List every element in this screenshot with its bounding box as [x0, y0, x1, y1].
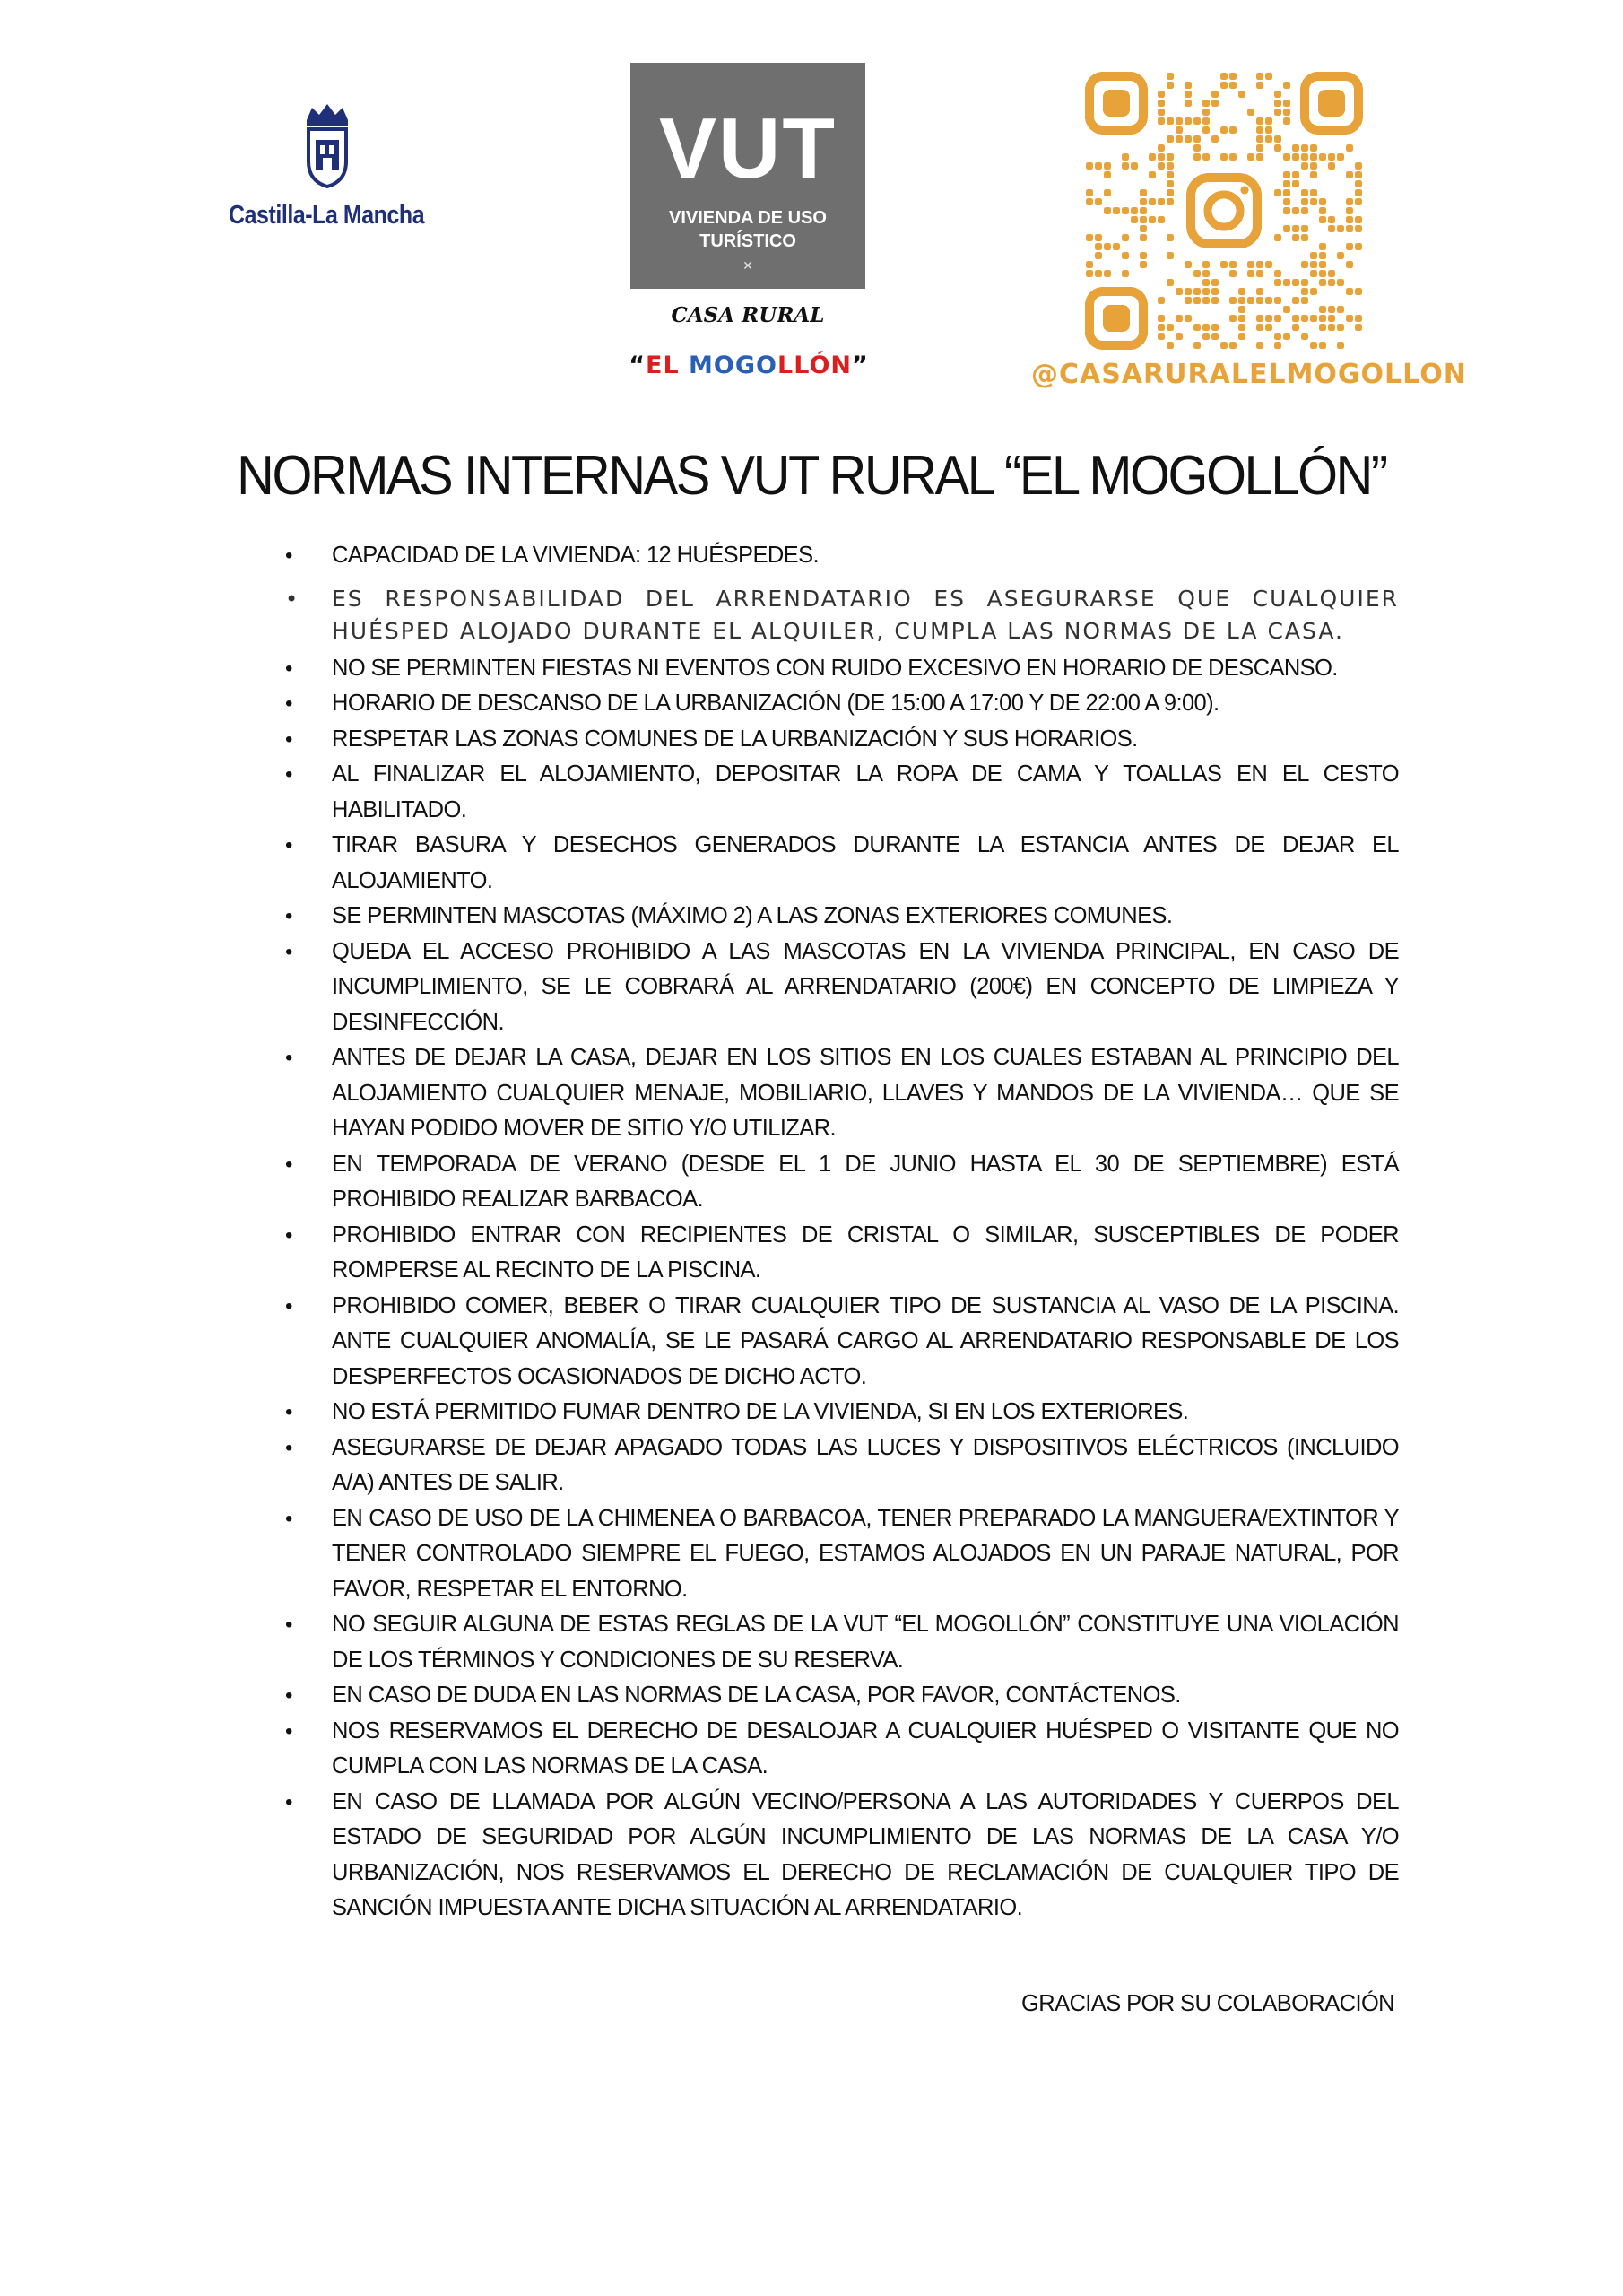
- vut-logo-line2: TURÍSTICO: [699, 231, 796, 251]
- rule-text: NO SE PERMINTEN FIESTAS NI EVENTOS CON RUIDO EXCESIVO EN HORARIO DE DESCANSO.: [332, 655, 1338, 681]
- rule-text: PROHIBIDO COMER, BEBER O TIRAR CUALQUIER TIPO DE SUSTANCIA AL VASO DE LA PISCINA. ANTE CUALQUIER ANOMALÍA, SE LE PASARÁ CARGO AL ARRENDATARIO RESPONSABLE DE LOS DESPERFECTOS OCASIONADOS DE DICHO ACTO.: [332, 1292, 1399, 1389]
- bullet-icon: •: [285, 1222, 292, 1248]
- casa-rural-label: CASA RURAL: [671, 303, 825, 327]
- rule-item: [269, 1785, 1399, 1926]
- instagram-handle: @CASARURALELMOGOLLON: [1031, 359, 1467, 390]
- rule-item: [269, 1678, 1399, 1714]
- page-title: NORMAS INTERNAS VUT RURAL “EL MOGOLLÓN”: [237, 445, 1386, 507]
- rule-text: RESPETAR LAS ZONAS COMUNES DE LA URBANIZACIÓN Y SUS HORARIOS.: [332, 726, 1138, 752]
- rule-text: ES RESPONSABILIDAD DEL ARRENDATARIO ES ASEGURARSE QUE CUALQUIER HUÉSPED ALOJADO DURANTE EL ALQUILER, CUMPLA LAS NORMAS DE LA CASA.: [332, 585, 1399, 644]
- rule-text: EN CASO DE DUDA EN LAS NORMAS DE LA CASA, POR FAVOR, CONTÁCTENOS.: [332, 1683, 1181, 1708]
- bullet-icon: •: [285, 1046, 292, 1070]
- rule-text: NOS RESERVAMOS EL DERECHO DE DESALOJAR A CUALQUIER HUÉSPED O VISITANTE QUE NO CUMPLA CON LAS NORMAS DE LA CASA.: [332, 1718, 1399, 1779]
- rule-text: NO ESTÁ PERMITIDO FUMAR DENTRO DE LA VIVIENDA, SI EN LOS EXTERIORES.: [332, 1399, 1189, 1424]
- bullet-icon: •: [285, 1789, 292, 1814]
- rule-item: [269, 1147, 1399, 1218]
- rule-item: [269, 1218, 1399, 1289]
- bullet-icon: •: [285, 1435, 292, 1460]
- bullet-icon: •: [285, 1613, 292, 1637]
- closing-text: GRACIAS POR SU COLABORACIÓN: [1021, 1991, 1394, 2016]
- rule-item: [269, 651, 1399, 687]
- rule-item: [269, 1395, 1399, 1431]
- rule-text: QUEDA EL ACCESO PROHIBIDO A LAS MASCOTAS EN LA VIVIENDA PRINCIPAL, EN CASO DE INCUMPLIMIENTO, SE LE COBRARÁ AL ARRENDATARIO (200€) EN CONCEPTO DE LIMPIEZA Y DESINFECCIÓN.: [332, 938, 1399, 1035]
- instagram-qr-icon: [1085, 72, 1363, 350]
- bullet-icon: •: [285, 833, 292, 857]
- rule-item: [269, 1040, 1399, 1147]
- rule-item: [269, 686, 1399, 722]
- bullet-icon: •: [285, 1293, 292, 1318]
- rules-list: [269, 538, 1399, 1926]
- rule-item: [269, 538, 1399, 574]
- house-name-logo: [592, 352, 906, 379]
- rule-item: [269, 1501, 1399, 1608]
- rule-text: AL FINALIZAR EL ALOJAMIENTO, DEPOSITAR LA ROPA DE CAMA Y TOALLAS EN EL CESTO HABILITADO.: [332, 761, 1399, 822]
- bullet-icon: •: [285, 691, 292, 716]
- house-name-part1: EL: [646, 352, 680, 379]
- rule-item: [269, 1289, 1399, 1396]
- vut-logo: [630, 63, 865, 289]
- house-name-part2: MOGO: [679, 352, 777, 379]
- house-name-close-quote: ”: [852, 352, 869, 379]
- vut-logo-subtitle: [630, 206, 865, 253]
- rule-item: [269, 1607, 1399, 1678]
- vut-logo-big: VUT: [659, 100, 837, 196]
- bullet-icon: •: [285, 762, 292, 787]
- bullet-icon: •: [285, 1152, 292, 1177]
- rule-text: EN CASO DE USO DE LA CHIMENEA O BARBACOA, TENER PREPARADO LA MANGUERA/EXTINTOR Y TENER CONTROLADO SIEMPRE EL FUEGO, ESTAMOS ALOJADOS EN UN PARAJE NATURAL, POR FAVOR, RESPETAR EL ENTORNO.: [332, 1505, 1399, 1602]
- rule-text: EN CASO DE LLAMADA POR ALGÚN VECINO/PERSONA A LAS AUTORIDADES Y CUERPOS DEL ESTADO DE SEGURIDAD POR ALGÚN INCUMPLIMIENTO DE LAS NORMAS DE LA CASA Y/O URBANIZACIÓN, NOS RESERVAMOS EL DERECHO DE RECLAMACIÓN DE CUALQUIER TIPO DE SANCIÓN IMPUESTA ANTE DICHA SITUACIÓN AL ARRENDATARIO.: [332, 1788, 1399, 1920]
- vut-logo-mark: ✕: [742, 258, 753, 273]
- bullet-icon: •: [285, 904, 292, 928]
- bullet-icon: •: [285, 656, 292, 681]
- rule-text: EN TEMPORADA DE VERANO (DESDE EL 1 DE JUNIO HASTA EL 30 DE SEPTIEMBRE) ESTÁ PROHIBIDO REALIZAR BARBACOA.: [332, 1151, 1399, 1212]
- rule-text: NO SEGUIR ALGUNA DE ESTAS REGLAS DE LA VUT “EL MOGOLLÓN” CONSTITUYE UNA VIOLACIÓN DE LOS TÉRMINOS Y CONDICIONES DE SU RESERVA.: [332, 1612, 1399, 1673]
- rule-text: CAPACIDAD DE LA VIVIENDA: 12 HUÉSPEDES.: [332, 543, 819, 568]
- rule-item: [269, 899, 1399, 935]
- rule-text: HORARIO DE DESCANSO DE LA URBANIZACIÓN (DE 15:00 A 17:00 Y DE 22:00 A 9:00).: [332, 691, 1219, 716]
- vut-logo-line1: VIVIENDA DE USO: [669, 208, 827, 228]
- rule-text: ANTES DE DEJAR LA CASA, DEJAR EN LOS SITIOS EN LOS CUALES ESTABAN AL PRINCIPIO DEL ALOJAMIENTO CUALQUIER MENAJE, MOBILIARIO, LLAVES Y MANDOS DE LA VIVIENDA… QUE SE HAYAN PODIDO MOVER DE SITIO Y/O UTILIZAR.: [332, 1045, 1399, 1141]
- rule-item: [269, 828, 1399, 899]
- bullet-icon: •: [285, 586, 300, 612]
- rule-item: [269, 1714, 1399, 1785]
- rule-item: [269, 757, 1399, 828]
- house-name-part3: LLÓN: [777, 352, 852, 379]
- bullet-icon: •: [285, 1400, 292, 1424]
- rule-text: TIRAR BASURA Y DESECHOS GENERADOS DURANTE LA ESTANCIA ANTES DE DEJAR EL ALOJAMIENTO.: [332, 832, 1399, 893]
- rule-item: [269, 722, 1399, 758]
- rule-item: [269, 1431, 1399, 1501]
- rule-text: PROHIBIDO ENTRAR CON RECIPIENTES DE CRISTAL O SIMILAR, SUSCEPTIBLES DE PODER ROMPERSE AL RECINTO DE LA PISCINA.: [332, 1222, 1399, 1283]
- rule-text: SE PERMINTEN MASCOTAS (MÁXIMO 2) A LAS ZONAS EXTERIORES COMUNES.: [332, 903, 1173, 928]
- coat-of-arms-icon: [296, 100, 359, 190]
- rule-text: ASEGURARSE DE DEJAR APAGADO TODAS LAS LUCES Y DISPOSITIVOS ELÉCTRICOS (INCLUIDO A/A) ANTES DE SALIR.: [332, 1434, 1399, 1495]
- region-logo-text: Castilla-La Mancha: [229, 201, 425, 230]
- bullet-icon: •: [285, 1718, 292, 1744]
- rule-item: [269, 935, 1399, 1041]
- rule-item: [269, 583, 1399, 648]
- bullet-icon: •: [285, 939, 292, 964]
- bullet-icon: •: [285, 544, 292, 568]
- bullet-icon: •: [285, 1506, 292, 1531]
- house-name-open-quote: “: [629, 352, 646, 379]
- bullet-icon: •: [285, 726, 292, 752]
- bullet-icon: •: [285, 1683, 292, 1708]
- castilla-la-mancha-logo: [229, 100, 426, 235]
